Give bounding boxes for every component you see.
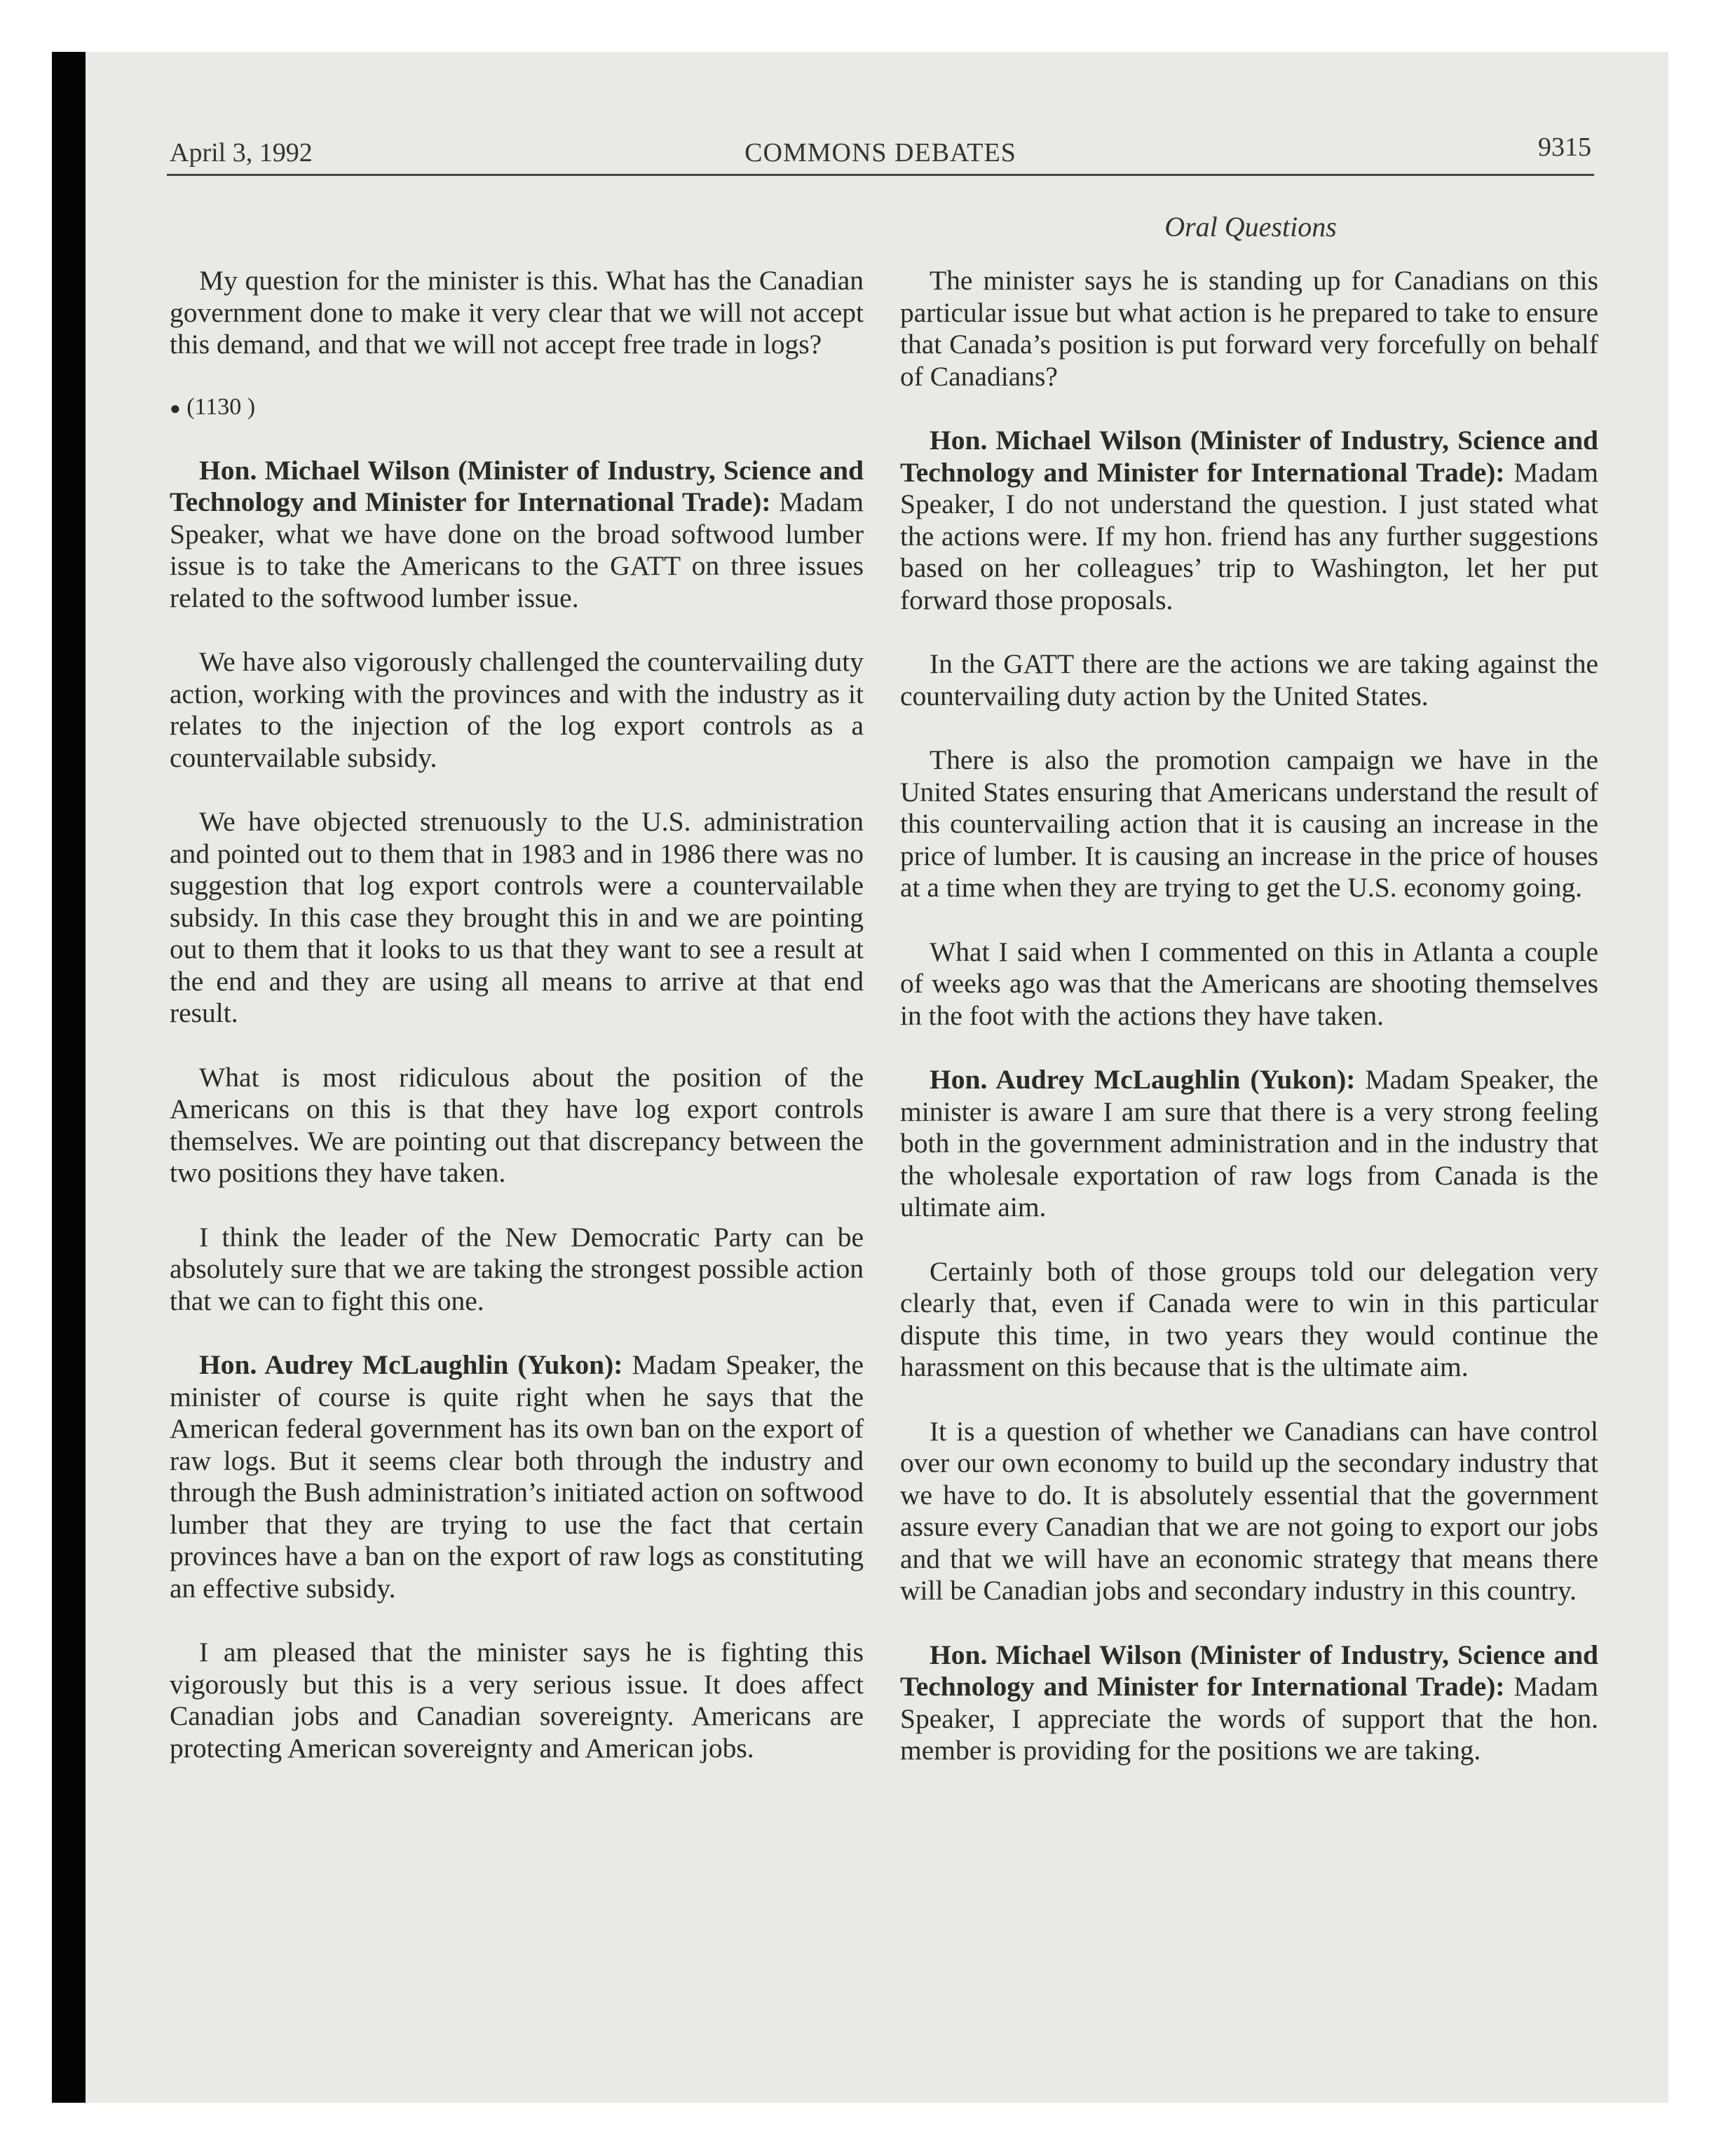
paragraph: What I said when I commented on this in Atlanta a couple of weeks ago was that the Americans are shooting themselves in the foot with the actions they have taken. [900,936,1598,1031]
paragraph: My question for the minister is this. What has the Canadian government done to make it very clear that we will not accept this demand, and that we will not accept free trade in logs? [170,265,864,360]
paragraph: I am pleased that the minister says he is fighting this vigorously but this is a very serious issue. It does affect Canadian jobs and Canadian sovereignty. Americans are protecting American sovereignty and American jobs. [170,1637,864,1763]
right-column [900,265,1598,1767]
paragraph: I think the leader of the New Democratic Party can be absolutely sure that we are taking the strongest possible action that we can to fight this one. [170,1221,864,1316]
bullet-icon: ● [170,397,181,418]
header-date: April 3, 1992 [170,138,313,168]
paragraph: It is a question of whether we Canadians can have control over our own economy to build up the secondary industry that we have to do. It is absolutely essential that the government assure every Canadian that we are not going to export our jobs and that we will have an economic strategy that means there will be Canadian jobs and secondary industry in this country. [900,1415,1598,1606]
paragraph: We have also vigorously challenged the countervailing duty action, working with the provinces and with the industry as it relates to the injection of the log export controls as a countervailable subsidy. [170,646,864,773]
paragraph: In the GATT there are the actions we are taking against the countervailing duty action by the United States. [900,648,1598,711]
header-publication: COMMONS DEBATES [744,138,1016,168]
speech-text: Madam Speaker, the minister is aware I am sure that there is a very strong feeling both in the government administration and in the industry that the wholesale exportation of raw logs from Canada is the ultimate aim. [900,1064,1599,1222]
speech-text: Madam Speaker, what we have done on the broad softwood lumber issue is to take the Americans to the GATT on three issues related to the softwood lumber issue. [170,486,864,613]
header-rule [167,174,1594,176]
paragraph [900,1064,1598,1224]
speech-text: Madam Speaker, I do not understand the question. I just stated what the actions were. If my hon. friend has any further suggestions based on her colleagues’ trip to Washington, let her put forward those proposals. [900,456,1598,615]
left-column [170,265,864,1764]
speaker-name: Hon. Michael Wilson (Minister of Industry, Science and Technology and Minister for International Trade): [900,425,1598,488]
speaker-name: Hon. Audrey McLaughlin (Yukon): [199,1349,623,1381]
binding-edge [52,52,86,2103]
section-title: Oral Questions [1164,211,1337,243]
paragraph: Certainly both of those groups told our delegation very clearly that, even if Canada were to win in this particular dispute this time, in two years they would continue the harassment on this because that is the ultimate aim. [900,1255,1598,1382]
speech-text: Madam Speaker, I appreciate the words of support that the hon. member is providing for the positions we are taking. [900,1671,1598,1766]
speaker-name: Hon. Audrey McLaughlin (Yukon): [930,1064,1356,1095]
paragraph: There is also the promotion campaign we have in the United States ensuring that Americans understand the result of this countervailing action that it is causing an increase in the price of lumber. It is causing an increase in the price of houses at a time when they are trying to get the U.S. economy going. [900,744,1598,903]
paragraph: The minister says he is standing up for Canadians on this particular issue but what action is he prepared to take to ensure that Canada’s position is put forward very forcefully on behalf of Canadians? [900,265,1598,392]
paragraph [170,455,864,615]
speech-text: Madam Speaker, the minister of course is quite right when he says that the American federal government has its own ban on the export of raw logs. But it seems clear both through the industry and through the Bush administration’s initiated action on softwood lumber that they are trying to use the fact that certain provinces have a ban on the export of raw logs as constituting an effective subsidy. [170,1349,864,1604]
page-header [170,132,1591,174]
speaker-name: Hon. Michael Wilson (Minister of Industry, Science and Technology and Minister for International Trade): [900,1639,1598,1702]
speaker-name: Hon. Michael Wilson (Minister of Industry, Science and Technology and Minister for International Trade): [170,454,864,518]
header-page-number: 9315 [1538,132,1591,162]
paragraph: We have objected strenuously to the U.S. administration and pointed out to them that in 1983 and in 1986 there was no suggestion that log export controls were a countervailable subsidy. In this case they brought this in and we are pointing out to them that it looks to us that they want to see a result at the end and they are using all means to arrive at that end result. [170,806,864,1029]
timestamp-text: (1130 ) [186,393,256,420]
timestamp [170,393,864,423]
paragraph [900,425,1598,616]
paragraph: What is most ridiculous about the position of the Americans on this is that they have log export controls themselves. We are pointing out that discrepancy between the two positions they have taken. [170,1061,864,1189]
paragraph [900,1639,1598,1767]
paragraph [170,1349,864,1604]
